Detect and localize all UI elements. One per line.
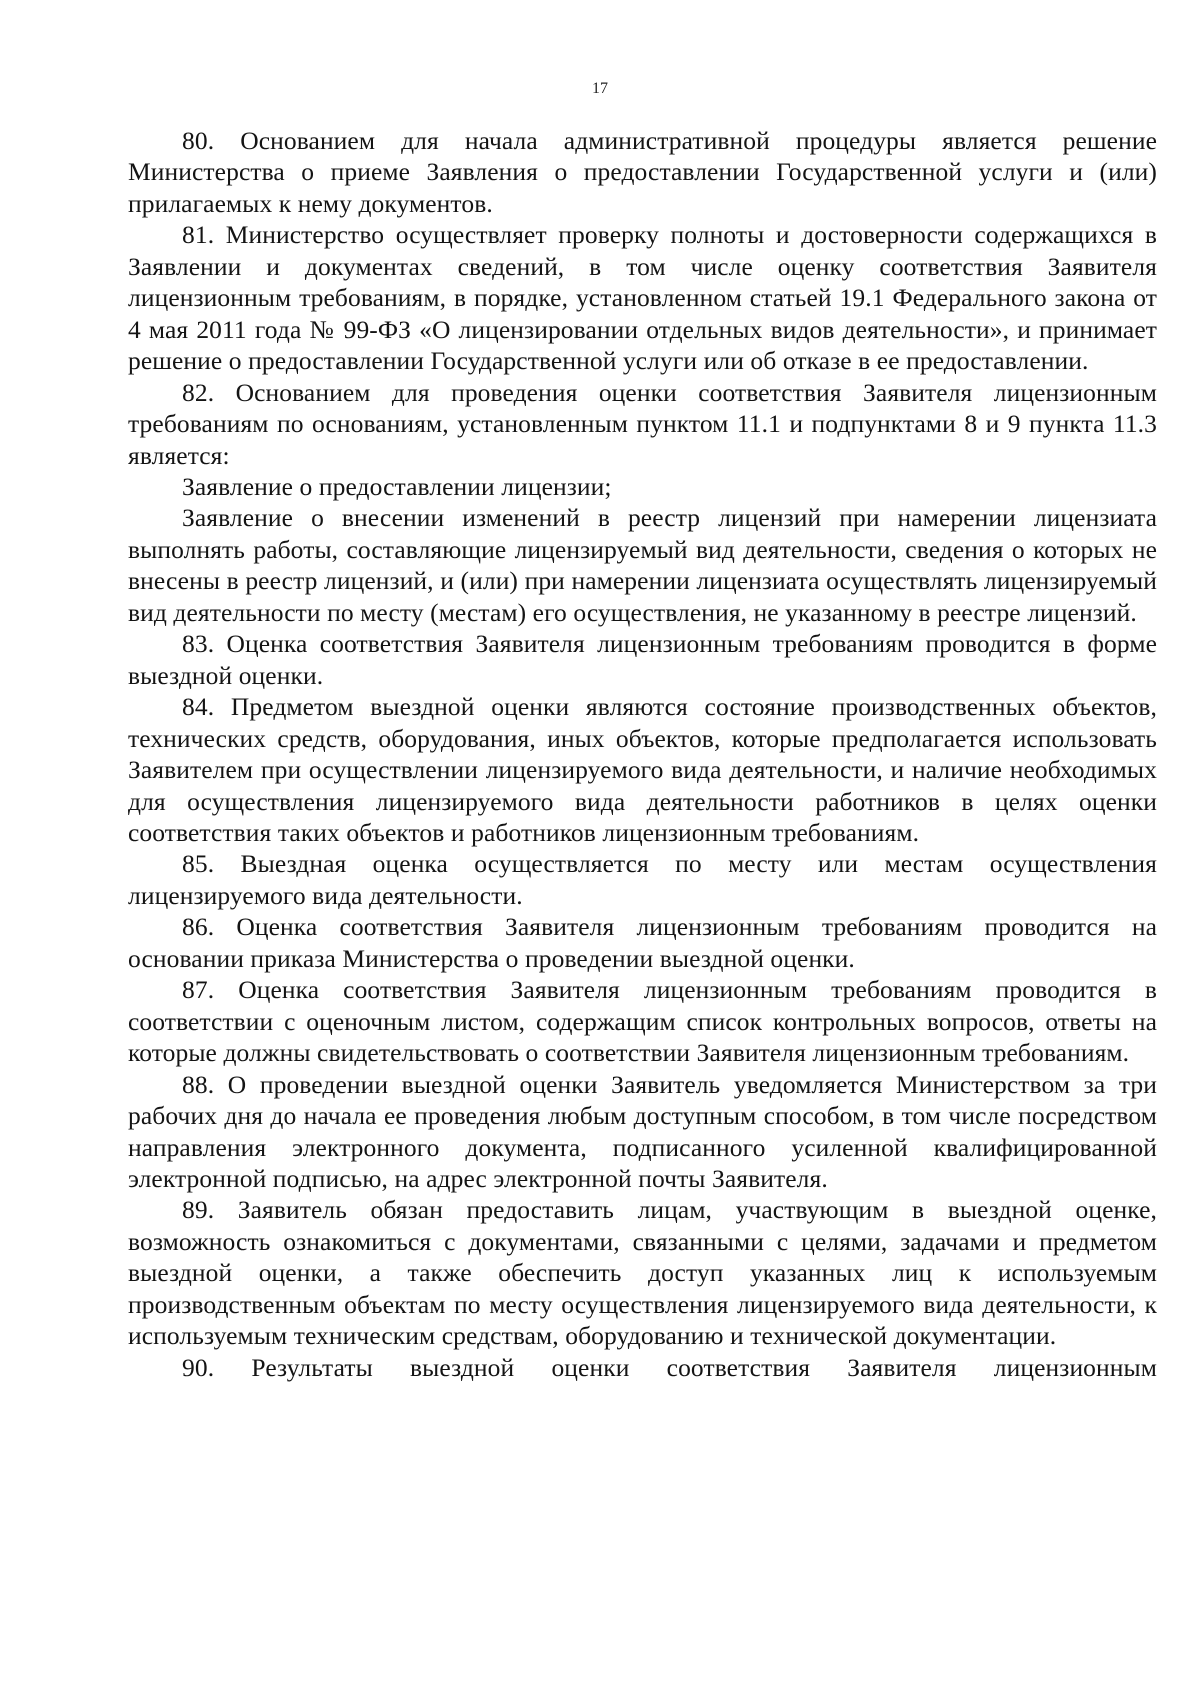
paragraph-82: 82. Основанием для проведения оценки соответствия Заявителя лицензионным требованиям по основаниям, установленным пунктом 11.1 и подпунктами 8 и 9 пункта 11.3 является:	[128, 377, 1157, 470]
paragraph-89: 89. Заявитель обязан предоставить лицам, участвующим в выездной оценке, возможность ознакомиться с документами, связанными с целями, задачами и предметом выездной оценки, а также обеспечить доступ указанных лиц к используемым производственным объектам по месту осуществления лицензируемого вида деятельности, к используемым техническим средствам, оборудованию и технической документации.	[128, 1195, 1157, 1351]
paragraph-88: 88. О проведении выездной оценки Заявитель уведомляется Министерством за три рабочих дня до начала ее проведения любым доступным способом, в том числе посредством направления электронного документа, подписанного усиленной квалифицированной электронной подписью, на адрес электронной почты Заявителя.	[128, 1069, 1157, 1193]
paragraph-90: 90. Результаты выездной оценки соответствия Заявителя лицензионным	[182, 1352, 1157, 1382]
paragraph-80: 80. Основанием для начала административной процедуры является решение Министерства о приеме Заявления о предоставлении Государственной услуги и (или) прилагаемых к нему документов.	[128, 126, 1157, 218]
paragraph-86: 86. Оценка соответствия Заявителя лицензионным требованиям проводится на основании приказа Министерства о проведении выездной оценки.	[128, 912, 1157, 973]
paragraph-83: 83. Оценка соответствия Заявителя лицензионным требованиям проводится в форме выездной оценки.	[128, 629, 1157, 690]
paragraph-81: 81. Министерство осуществляет проверку полноты и достоверности содержащихся в Заявлении и документах сведений, в том числе оценку соответствия Заявителя лицензионным требованиям, в порядке, установленном статьей 19.1 Федерального закона от 4 мая 2011 года № 99-ФЗ «О лицензировании отдельных видов деятельности», и принимает решение о предоставлении Государственной услуги или об отказе в ее предоставлении.	[128, 220, 1157, 376]
page-number: 17	[592, 80, 608, 97]
paragraph-82-item-2: Заявление о внесении изменений в реестр лицензий при намерении лицензиата выполнять работы, составляющие лицензируемый вид деятельности, сведения о которых не внесены в реестр лицензий, и (или) при намерении лицензиата осуществлять лицензируемый вид деятельности по месту (местам) его осуществления, не указанному в реестре лицензий.	[128, 503, 1157, 627]
paragraph-85: 85. Выездная оценка осуществляется по месту или местам осуществления лицензируемого вида деятельности.	[128, 849, 1157, 910]
document-body	[128, 125, 1157, 1383]
paragraph-87: 87. Оценка соответствия Заявителя лицензионным требованиям проводится в соответствии с оценочным листом, содержащим список контрольных вопросов, ответы на которые должны свидетельствовать о соответствии Заявителя лицензионным требованиям.	[128, 975, 1157, 1068]
paragraph-82-item-1: Заявление о предоставлении лицензии;	[182, 471, 612, 501]
paragraph-84: 84. Предметом выездной оценки являются состояние производственных объектов, технических средств, оборудования, иных объектов, которые предполагается использовать Заявителем при осуществлении лицензируемого вида деятельности, и наличие необходимых для осуществления лицензируемого вида деятельности работников в целях оценки соответствия таких объектов и работников лицензионным требованиям.	[128, 692, 1157, 847]
